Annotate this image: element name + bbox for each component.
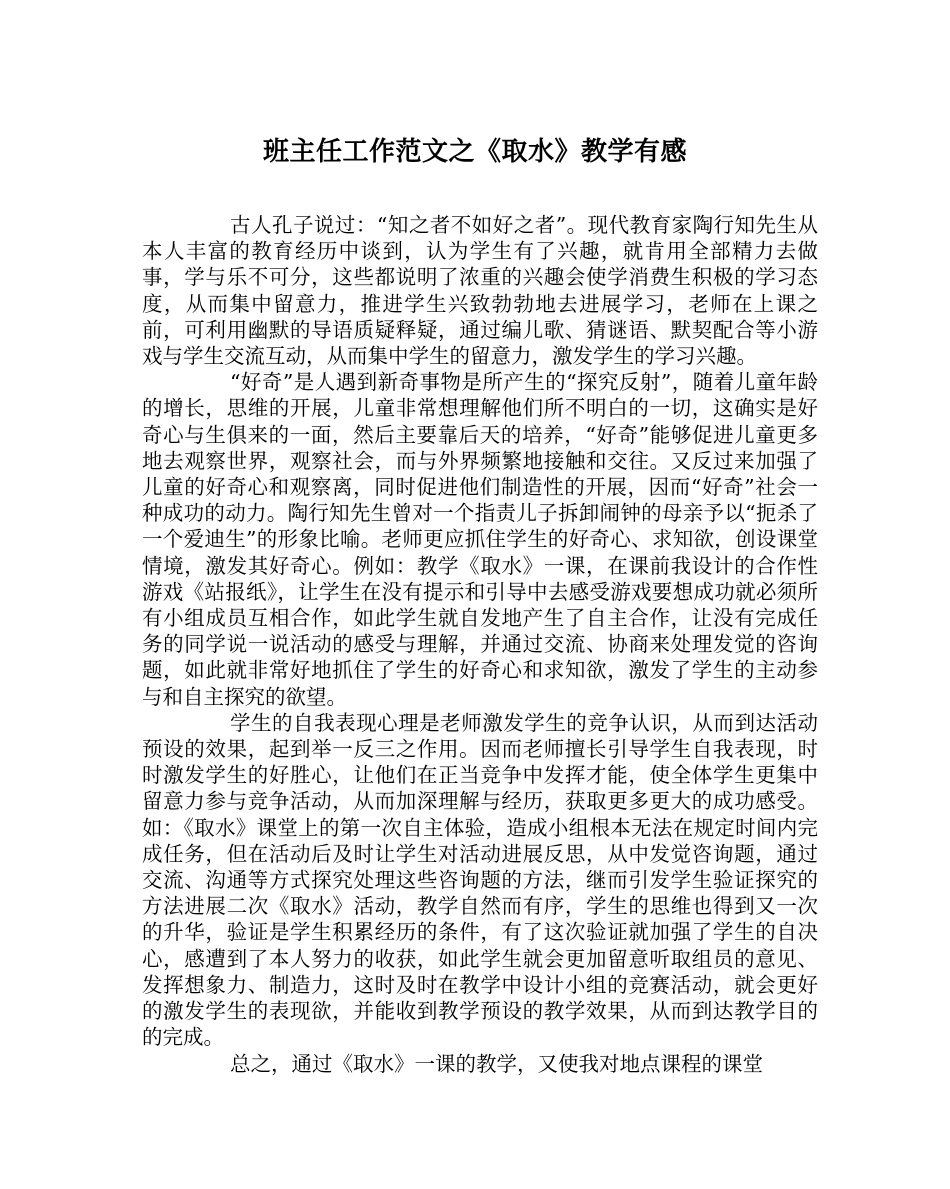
paragraph-4: 总之，通过《取水》一课的教学，又使我对地点课程的课堂 (230, 1051, 763, 1076)
paragraph-3: 学生的自我表现心理是老师激发学生的竞争认识，从而到达活动预设的效果，起到举一反三之作用。因而老师擅长引导学生自我表现，时时激发学生的好胜心，让他们在正当竞争中发挥才能，使全体学生更集中留意力参与竞争活动，从而加深理解与经历，获取更多更大的成功感受。如：《取水》课堂上的第一次自主体验，造成小组根本无法在规定时间内完成任务，但在活动后及时让学生对活动进展反思，从中发觉咨询题，通过交流、沟通等方式探究处理这些咨询题的方法，继而引发学生验证探究的方法进展二次《取水》活动，教学自然而有序，学生的思维也得到又一次的升华，验证是学生积累经历的条件，有了这次验证就加强了学生的自决心，感遭到了本人努力的收获，如此学生就会更加留意听取组员的意见、发挥想象力、制造力，这时及时在教学中设计小组的竞赛活动，就会更好的激发学生的表现欲，并能收到教学预设的教学效果，从而到达教学目的的完成。 (142, 710, 818, 1050)
document-body (142, 212, 818, 1077)
document-title: 班主任工作范文之《取水》教学有感 (262, 137, 687, 167)
paragraph-1: 古人孔子说过：“知之者不如好之者”。现代教育家陶行知先生从本人丰富的教育经历中谈到，认为学生有了兴趣，就肯用全部精力去做事，学与乐不可分，这些都说明了浓重的兴趣会使学消费生积极的学习态度，从而集中留意力，推进学生兴致勃勃地去进展学习，老师在上课之前，可利用幽默的导语质疑释疑，通过编儿歌、猜谜语、默契配合等小游戏与学生交流互动，从而集中学生的留意力，激发学生的学习兴趣。 (142, 213, 818, 369)
paragraph-2: “好奇”是人遇到新奇事物是所产生的“探究反射”，随着儿童年龄的增长，思维的开展，儿童非常想理解他们所不明白的一切，这确实是好奇心与生俱来的一面，然后主要靠后天的培养，“好奇”能够促进儿童更多地去观察世界，观察社会，而与外界频繁地接触和交往。又反过来加强了儿童的好奇心和观察离，同时促进他们制造性的开展，因而“好奇”社会一种成功的动力。陶行知先生曾对一个指责儿子拆卸闹钟的母亲予以“扼杀了一个爱迪生”的形象比喻。老师更应抓住学生的好奇心、求知欲，创设课堂情境，激发其好奇心。例如：教学《取水》一课，在课前我设计的合作性游戏《站报纸》，让学生在没有提示和引导中去感受游戏要想成功就必须所有小组成员互相合作，如此学生就自发地产生了自主合作，让没有完成任务的同学说一说活动的感受与理解，并通过交流、协商来处理发觉的咨询题，如此就非常好地抓住了学生的好奇心和求知欲，激发了学生的主动参与和自主探究的欲望。 (142, 370, 818, 709)
